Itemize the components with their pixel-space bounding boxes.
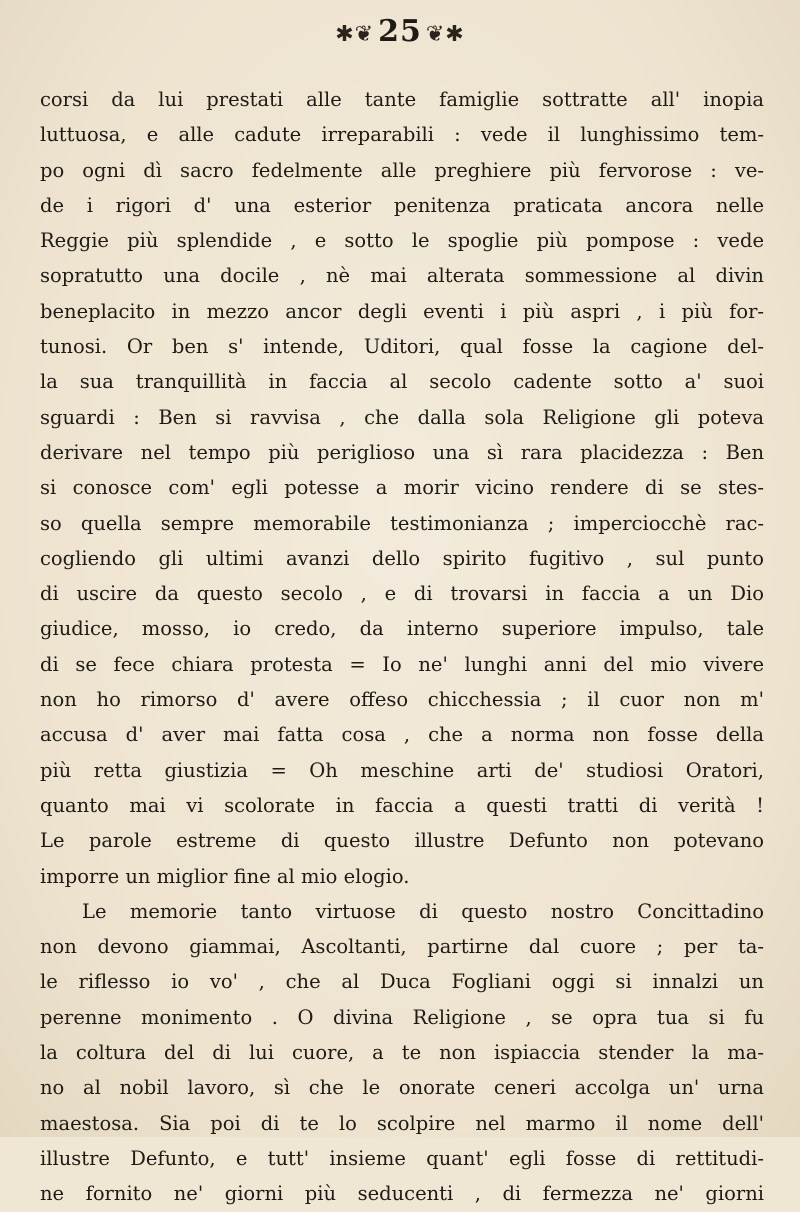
text-line: di uscire da questo secolo , e di trovarsi in faccia a un Dio: [40, 582, 764, 606]
text-line: si conosce com' egli potesse a morir vicino rendere di se stes-: [40, 476, 764, 500]
body-text: [40, 82, 764, 1212]
text-line: sguardi : Ben si ravvisa , che dalla sola Religione gli poteva: [40, 405, 764, 429]
text-line: tunosi. Or ben s' intende, Uditori, qual fosse la cagione del-: [40, 335, 764, 359]
text-line: quanto mai vi scolorate in faccia a questi tratti di verità !: [40, 793, 764, 817]
text-line: più retta giustizia = Oh meschine arti de' studiosi Oratori,: [40, 758, 764, 782]
text-line: imporre un miglior fine al mio elogio.: [40, 864, 410, 888]
text-line: po ogni dì sacro fedelmente alle preghiere più fervorose : ve-: [40, 158, 764, 182]
text-line: luttuosa, e alle cadute irreparabili : vede il lunghissimo tem-: [40, 123, 764, 147]
text-line: Le parole estreme di questo illustre Defunto non potevano: [40, 829, 764, 853]
text-line: derivare nel tempo più periglioso una sì rara placidezza : Ben: [40, 440, 764, 464]
text-line: non devono giammai, Ascoltanti, partirne dal cuore ; per ta-: [40, 935, 764, 959]
text-line: beneplacito in mezzo ancor degli eventi i più aspri , i più for-: [40, 299, 764, 323]
text-line: le riflesso io vo' , che al Duca Fogliani oggi si innalzi un: [40, 970, 764, 994]
text-line: non ho rimorso d' avere offeso chicchessia ; il cuor non m': [40, 688, 764, 712]
text-line: de i rigori d' una esterior penitenza praticata ancora nelle: [40, 193, 764, 217]
text-line: la sua tranquillità in faccia al secolo cadente sotto a' suoi: [40, 370, 764, 394]
text-line: corsi da lui prestati alle tante famiglie sottratte all' inopia: [40, 88, 764, 111]
text-line: cogliendo gli ultimi avanzi dello spirito fugitivo , sul punto: [40, 546, 764, 570]
text-line: ne fornito ne' giorni più seducenti , di fermezza ne' giorni: [40, 1182, 764, 1206]
text-line: illustre Defunto, e tutt' insieme quant' egli fosse di rettitudi-: [40, 1146, 764, 1170]
text-line: accusa d' aver mai fatta cosa , che a norma non fosse della: [40, 723, 764, 747]
ornament-left-icon: ✱❦: [335, 22, 375, 47]
text-line: Le memorie tanto virtuose di questo nostro Concittadino: [82, 899, 764, 923]
text-line: giudice, mosso, io credo, da interno superiore impulso, tale: [40, 617, 764, 641]
text-line: sopratutto una docile , nè mai alterata sommessione al divin: [40, 264, 764, 288]
ornament-right-icon: ❦✱: [425, 22, 465, 47]
text-line: so quella sempre memorabile testimonianza ; imperciocchè rac-: [40, 511, 764, 535]
text-line: perenne monimento . O divina Religione , se opra tua si fu: [40, 1005, 764, 1029]
text-line: di se fece chiara protesta = Io ne' lunghi anni del mio vivere: [40, 652, 764, 676]
page-header: [0, 14, 800, 49]
text-line: Reggie più splendide , e sotto le spoglie più pompose : vede: [40, 229, 764, 253]
text-line: la coltura del di lui cuore, a te non ispiaccia stender la ma-: [40, 1041, 764, 1065]
page-number: 25: [378, 14, 422, 49]
text-line: no al nobil lavoro, sì che le onorate ceneri accolga un' urna: [40, 1076, 764, 1100]
text-line: maestosa. Sia poi di te lo scolpire nel marmo il nome dell': [40, 1111, 764, 1135]
